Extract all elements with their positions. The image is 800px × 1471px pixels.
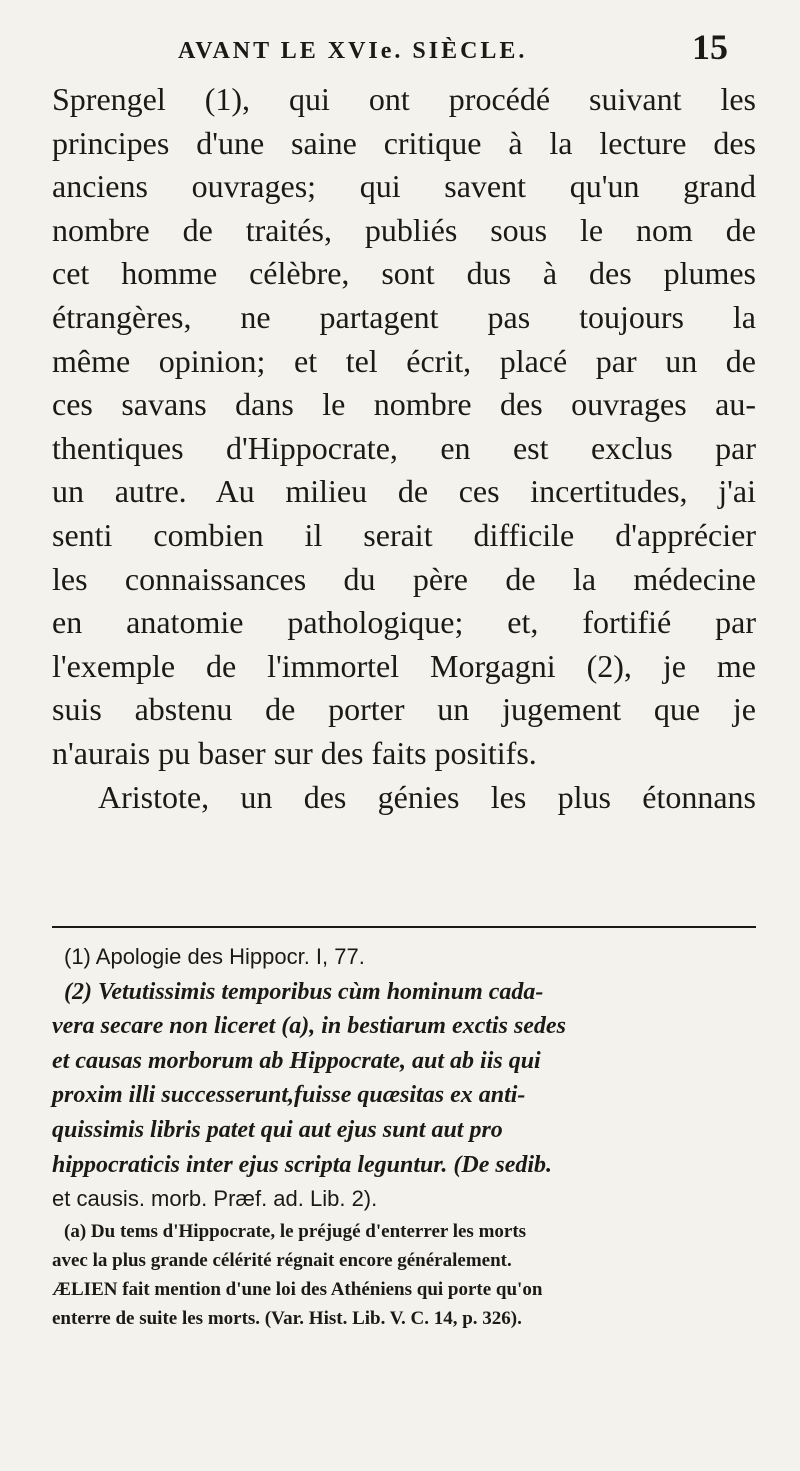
body-line: principes d'une saine critique à la lecture des — [52, 124, 756, 161]
footnote-2-line: et causas morborum ab Hippocrate, aut ab iis qui — [52, 1047, 541, 1074]
body-line: suis abstenu de porter un jugement que je — [52, 691, 756, 728]
footnote-2-line: (2) Vetutissimis temporibus cùm hominum cada- — [64, 978, 544, 1005]
body-line: Aristote, un des génies les plus étonnans — [98, 778, 756, 815]
body-line: cet homme célèbre, sont dus à des plumes — [52, 255, 756, 292]
footnote-1: (1) Apologie des Hippocr. I, 77. — [64, 944, 365, 969]
body-line: l'exemple de l'immortel Morgagni (2), je me — [52, 647, 756, 684]
body-line: n'aurais pu baser sur des faits positifs. — [52, 734, 537, 771]
footnote-a-line: avec la plus grande célérité régnait encore généralement. — [52, 1249, 512, 1271]
body-line: nombre de traités, publiés sous le nom de — [52, 211, 756, 248]
body-text — [52, 78, 756, 819]
body-line: Sprengel (1), qui ont procédé suivant les — [52, 81, 756, 117]
page-number: 15 — [692, 27, 728, 67]
running-title: AVANT LE XVIe. SIÈCLE. — [178, 38, 528, 64]
running-head — [148, 26, 728, 76]
footnotes — [52, 940, 760, 1333]
footnote-a-line: enterre de suite les morts. (Var. Hist. Lib. V. C. 14, p. 326). — [52, 1307, 522, 1329]
body-line: en anatomie pathologique; et, fortifié par — [52, 604, 756, 641]
body-line: même opinion; et tel écrit, placé par un de — [52, 342, 756, 379]
body-line: anciens ouvrages; qui savent qu'un grand — [52, 168, 756, 205]
footnote-rule — [52, 926, 756, 928]
footnote-2-line: proxim illi successerunt,fuisse quæsitas ex anti- — [52, 1082, 526, 1109]
body-line: senti combien il serait difficile d'apprécier — [52, 516, 756, 553]
body-line: ces savans dans le nombre des ouvrages au- — [52, 386, 756, 423]
footnote-2-line: hippocraticis inter ejus scripta leguntur. (De sedib. — [52, 1151, 553, 1178]
footnote-2-line: et causis. morb. Præf. ad. Lib. 2). — [52, 1186, 378, 1212]
body-line: étrangères, ne partagent pas toujours la — [52, 298, 756, 335]
footnote-2-line: vera secare non liceret (a), in bestiarum exctis sedes — [52, 1013, 566, 1040]
body-line: un autre. Au milieu de ces incertitudes, j'ai — [52, 473, 756, 510]
body-line: thentiques d'Hippocrate, en est exclus par — [52, 429, 756, 466]
footnote-2-line: quissimis libris patet qui aut ejus sunt aut pro — [52, 1116, 503, 1143]
body-line: les connaissances du père de la médecine — [52, 560, 756, 597]
footnote-a-line: (a) Du tems d'Hippocrate, le préjugé d'enterrer les morts — [64, 1220, 527, 1242]
footnote-a-line: ÆLIEN fait mention d'une loi des Athéniens qui porte qu'on — [52, 1278, 543, 1300]
